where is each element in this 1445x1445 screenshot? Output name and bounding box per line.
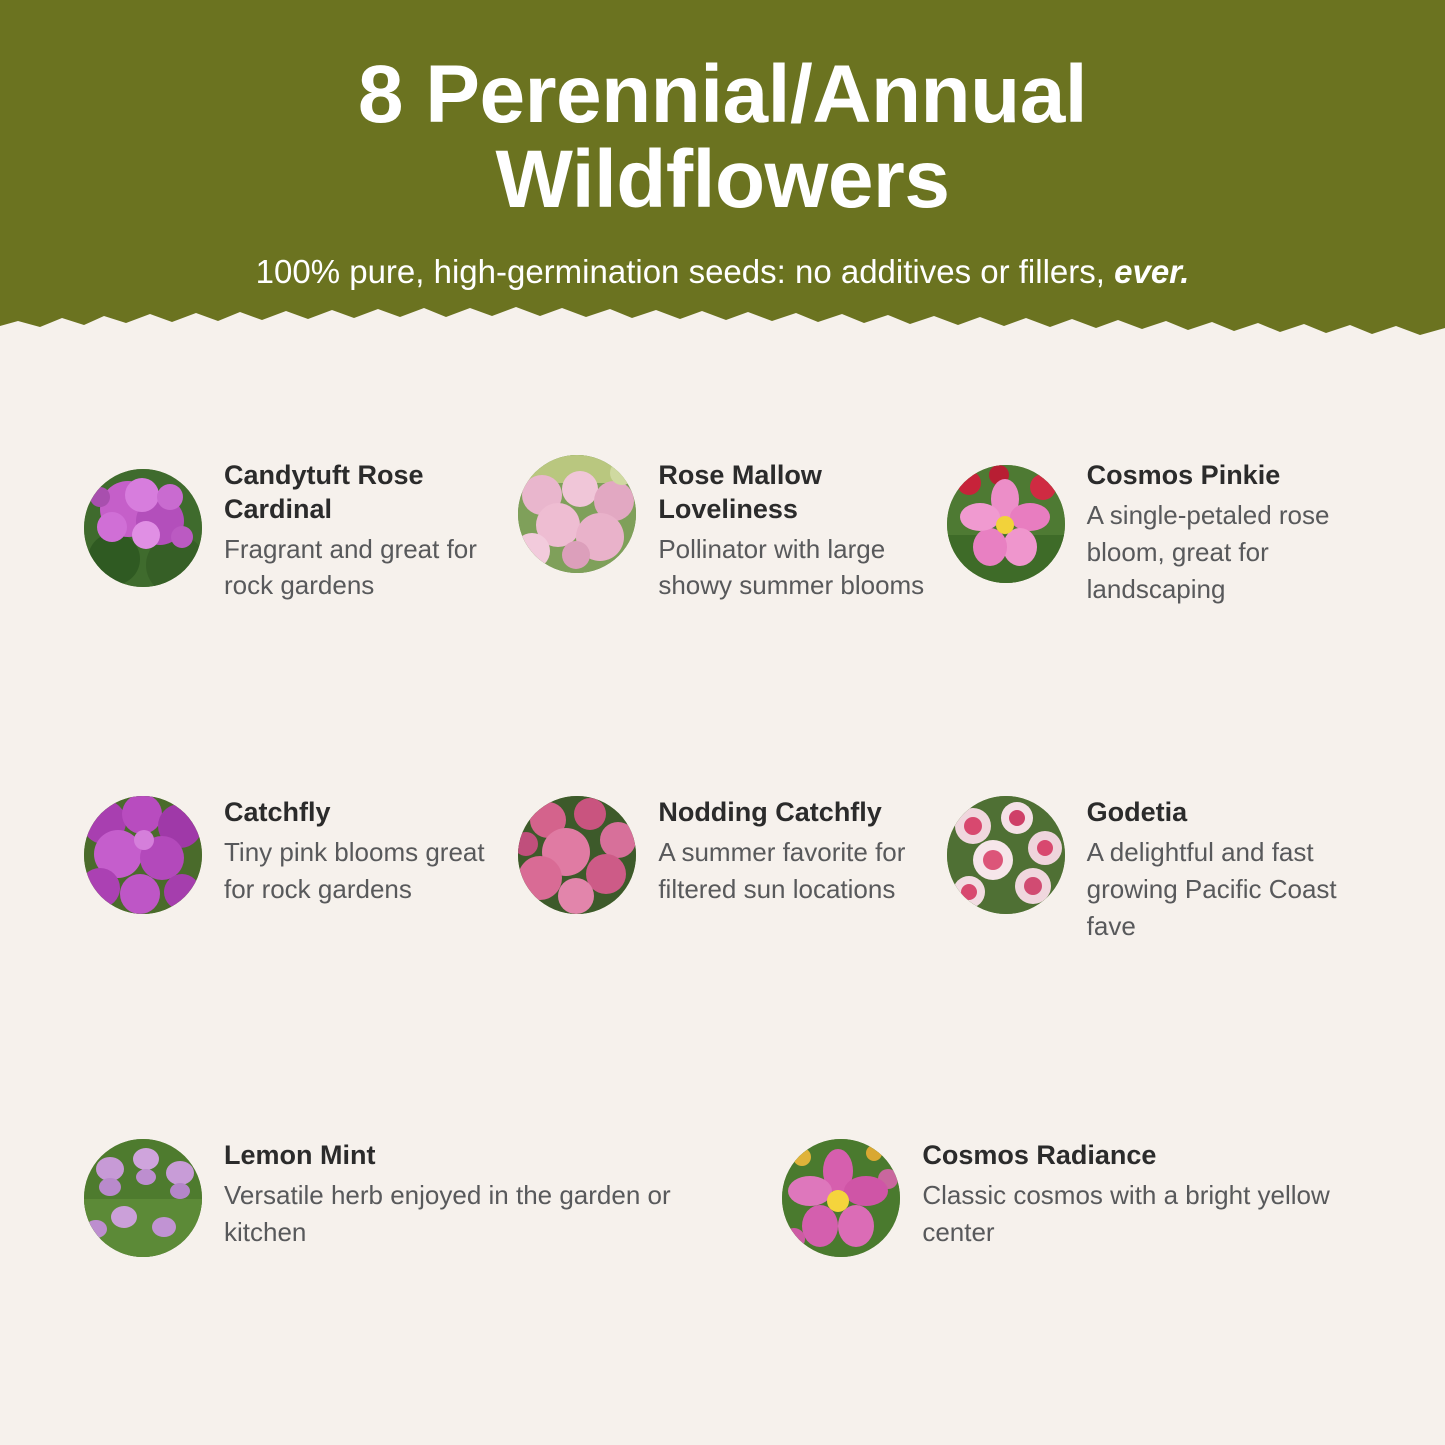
flower-description: Versatile herb enjoyed in the garden or kitchen — [224, 1179, 671, 1247]
flower-row — [70, 455, 1375, 607]
flower-list — [0, 455, 1445, 1257]
flower-row — [70, 1135, 1375, 1257]
subtitle-emphasis: ever. — [1114, 252, 1190, 290]
list-item-text — [224, 1135, 744, 1251]
candytuft-rose-cardinal-photo — [84, 469, 202, 587]
flower-description: Fragrant and great for rock gardens — [224, 533, 477, 601]
list-item[interactable] — [70, 455, 512, 607]
flower-name: Nodding Catchfly — [658, 797, 882, 828]
list-item-text — [658, 792, 946, 908]
flower-name: Lemon Mint — [224, 1139, 376, 1170]
list-item[interactable] — [512, 792, 946, 944]
list-item[interactable] — [70, 792, 512, 944]
list-item[interactable] — [947, 792, 1375, 944]
list-item-text — [1087, 455, 1375, 607]
flower-name: Cosmos Pinkie — [1086, 460, 1281, 490]
flower-description: Tiny pink blooms great for rock gardens — [224, 837, 485, 905]
flower-name: Rose Mallow Loveliness — [658, 460, 822, 524]
list-item-text — [922, 1135, 1375, 1251]
flower-description: A summer favorite for filtered sun locations — [658, 837, 906, 905]
flower-description: Classic cosmos with a bright yellow center — [922, 1179, 1330, 1247]
list-item-text — [658, 455, 946, 604]
list-item[interactable] — [947, 455, 1375, 607]
godetia-photo — [947, 796, 1065, 914]
list-item[interactable] — [512, 455, 946, 607]
list-item[interactable] — [70, 1135, 752, 1257]
page-title: 8 Perennial/Annual Wildflowers — [357, 49, 1088, 226]
torn-paper-edge-icon — [0, 300, 1445, 340]
list-item-text — [224, 792, 512, 908]
flower-name: Cosmos Radiance — [922, 1139, 1157, 1170]
nodding-catchfly-photo — [518, 796, 636, 914]
list-item[interactable] — [752, 1135, 1375, 1257]
rose-mallow-loveliness-photo — [518, 455, 636, 573]
catchfly-photo — [84, 796, 202, 914]
flower-description: A single-petaled rose bloom, great for landscaping — [1086, 499, 1330, 604]
list-item-text — [224, 455, 512, 604]
flower-name: Catchfly — [224, 797, 331, 828]
lemon-mint-photo — [84, 1139, 202, 1257]
flower-name: Godetia — [1086, 797, 1188, 828]
flower-name: Candytuft Rose Cardinal — [224, 460, 424, 524]
flower-row — [70, 792, 1375, 944]
page-subtitle — [0, 253, 1445, 291]
list-item-text — [1087, 792, 1375, 944]
page-header — [0, 0, 1445, 340]
cosmos-radiance-photo — [782, 1139, 900, 1257]
flower-description: Pollinator with large showy summer blooms — [658, 533, 925, 601]
cosmos-pinkie-photo — [947, 465, 1065, 583]
flower-description: A delightful and fast growing Pacific Coast fave — [1086, 837, 1337, 942]
subtitle-text: 100% pure, high-germination seeds: no additives or fillers, — [255, 252, 1115, 290]
